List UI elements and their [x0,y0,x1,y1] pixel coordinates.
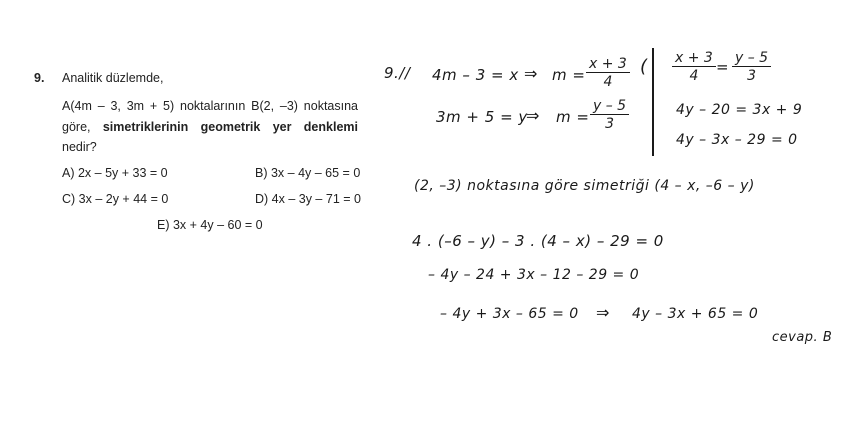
step-3-left: – 4y + 3x – 65 = 0 [440,306,579,322]
fraction-numerator: x + 3 [672,50,716,67]
step-1: 4 . (–6 – y) – 3 . (4 – x) – 29 = 0 [412,232,664,250]
option-d: D) 4x – 3y – 71 = 0 [255,192,361,206]
stem-end-text: nedir? [62,140,97,154]
arrow-2: ⇒ [526,106,540,125]
fraction-numerator: y – 5 [590,98,629,115]
solution-label: 9.// [384,64,411,82]
option-c: C) 3x – 2y + 44 = 0 [62,192,169,206]
symmetry-line: (2, –3) noktasına göre simetriği (4 – x, –6 – y) [414,178,755,194]
arrow-1: ⇒ [524,64,538,83]
stem-bold-text: simetriklerinin geometrik yer denklemi [102,119,358,134]
fraction-denominator: 4 [689,68,699,84]
question-number: 9. [34,71,45,85]
answer-note: cevap. B [772,330,833,345]
fraction-denominator: 3 [605,116,614,132]
eq2-left: 3m + 5 = y [436,108,528,126]
m-equals-1: m = [552,66,586,84]
question-stem [62,96,358,158]
arrow-3: ⇒ [596,303,610,322]
eq4: 4y – 3x – 29 = 0 [676,132,798,148]
m-equals-2: m = [556,108,590,126]
option-e: E) 3x + 4y – 60 = 0 [157,218,263,232]
fraction-numerator: x + 3 [586,56,630,73]
eq1-left: 4m – 3 = x [432,66,519,84]
fraction-x-plus-3-over-4 [586,56,630,91]
stem-text: A(4m – 3, 3m + 5) noktalarının B(2, –3) noktasına göre, [62,99,358,134]
brace-top: ( [640,56,648,77]
option-b: B) 3x – 4y – 65 = 0 [255,166,361,180]
brace-divider [652,48,654,156]
fraction-y-minus-5-over-3-b [732,50,771,85]
option-a: A) 2x – 5y + 33 = 0 [62,166,168,180]
fraction-x-plus-3-over-4-b [672,50,716,85]
equals-sign: = [716,58,730,76]
step-2: – 4y – 24 + 3x – 12 – 29 = 0 [428,267,640,283]
fraction-denominator: 3 [747,68,756,84]
question-intro: Analitik düzlemde, [62,71,164,85]
eq3: 4y – 20 = 3x + 9 [676,102,803,118]
fraction-numerator: y – 5 [732,50,771,67]
fraction-y-minus-5-over-3 [590,98,629,133]
step-3-right: 4y – 3x + 65 = 0 [632,306,759,322]
fraction-denominator: 4 [603,74,613,90]
